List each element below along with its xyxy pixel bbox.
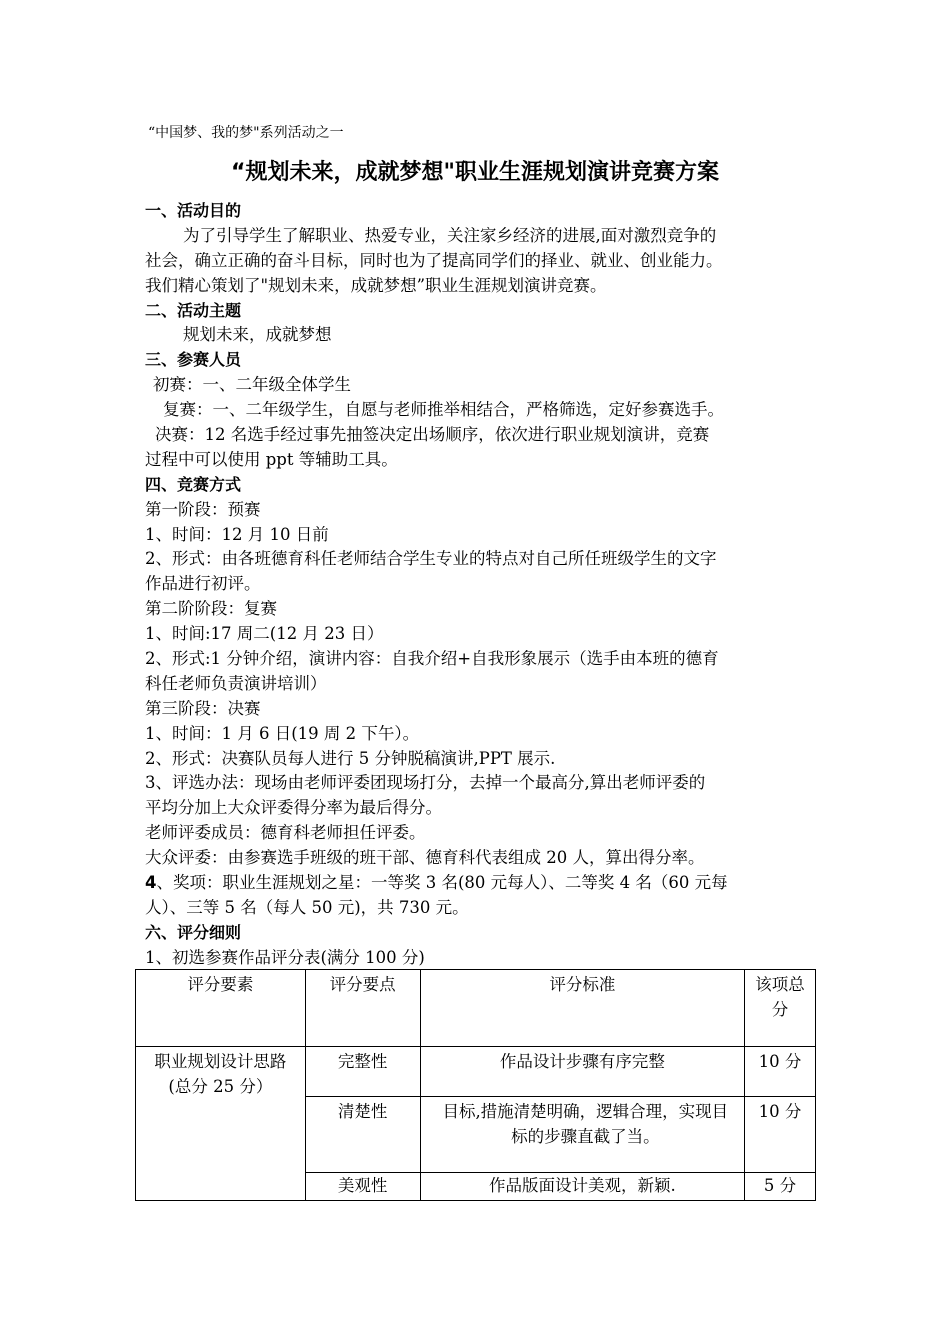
paragraph-line: 1、时间：1 月 6 日(19 周 2 下午）。: [145, 723, 420, 743]
paragraph-line: 2、形式：由各班德育科任老师结合学生专业的特点对自己所任班级学生的文字: [145, 549, 717, 569]
scoring-table: [135, 969, 816, 1201]
paragraph-line: 第一阶段：预赛: [145, 499, 261, 519]
section-heading-format: 四、竞赛方式: [145, 474, 242, 494]
paragraph-line: 复赛：一、二年级学生，自愿与老师推举相结合，严格筛选，定好参赛选手。: [163, 400, 724, 420]
criterion-group-total: (总分 25 分）: [168, 1077, 273, 1096]
paragraph-line: 大众评委：由参赛选手班级的班干部、德育科代表组成 20 人，算出得分率。: [145, 848, 705, 868]
paragraph-line: 为了引导学生了解职业、热爱专业，关注家乡经济的进展,面对激烈竞争的: [183, 225, 717, 245]
paragraph-line: 第三阶段：决赛: [145, 698, 261, 718]
table-row: [136, 1047, 816, 1097]
paragraph-line: 2、形式：决赛队员每人进行 5 分钟脱稿演讲,PPT 展示.: [145, 748, 556, 768]
paragraph-line: 1、时间：12 月 10 日前: [145, 524, 329, 544]
paragraph-line: 第二阶阶段：复赛: [145, 599, 277, 619]
award-text: 、奖项：职业生涯规划之星：一等奖 3 名(80 元每人）、二等奖 4 名（60 元每: [156, 873, 728, 893]
paragraph-line: 规划未来，成就梦想: [183, 325, 332, 345]
table-header-row: [136, 970, 816, 1047]
section-heading-participants: 三、参赛人员: [145, 350, 242, 370]
paragraph-line: 作品进行初评。: [145, 574, 261, 594]
paragraph-line: 科任老师负责演讲培训）: [145, 673, 327, 693]
section-heading-theme: 二、活动主题: [145, 300, 242, 320]
document-title: “规划未来，成就梦想"职业生涯规划演讲竞赛方案: [231, 160, 719, 185]
paragraph-line: 平均分加上大众评委得分率为最后得分。: [145, 798, 442, 818]
table-cell: 目标,措施清楚明确，逻辑合理，实现目标的步骤直截了当。: [420, 1097, 744, 1173]
paragraph-line: 3、评选办法：现场由老师评委团现场打分，去掉一个最高分,算出老师评委的: [145, 773, 706, 793]
criterion-group-cell: [136, 1047, 306, 1201]
table-header-cell: 该项总分: [745, 970, 816, 1047]
paragraph-line: 1、时间:17 周二(12 月 23 日）: [145, 624, 384, 644]
paragraph-line: 过程中可以使用 ppt 等辅助工具。: [145, 449, 398, 469]
paragraph-line: 社会，确立正确的奋斗目标，同时也为了提高同学们的择业、就业、创业能力。: [145, 250, 723, 270]
table-cell: 作品设计步骤有序完整: [420, 1047, 744, 1097]
paragraph-line: 1、初选参赛作品评分表(满分 100 分): [145, 947, 425, 967]
award-item-number: 4: [145, 873, 157, 893]
table-cell: 5 分: [745, 1173, 816, 1201]
paragraph-line: 2、形式:1 分钟介绍，演讲内容：自我介绍+自我形象展示（选手由本班的德育: [145, 649, 719, 669]
section-heading-purpose: 一、活动目的: [145, 201, 242, 220]
table-header-cell: 评分标准: [420, 970, 744, 1047]
table-cell: 作品版面设计美观，新颖.: [420, 1173, 744, 1201]
paragraph-line: 人）、三等 5 名（每人 50 元)，共 730 元。: [145, 897, 469, 917]
paragraph-line: 老师评委成员：德育科老师担任评委。: [145, 823, 426, 843]
document-body: [145, 199, 815, 971]
table-cell: 清楚性: [305, 1097, 420, 1173]
paragraph-line: 决赛：12 名选手经过事先抽签决定出场顺序，依次进行职业规划演讲，竞赛: [155, 425, 710, 445]
table-cell: 美观性: [305, 1173, 420, 1201]
table-cell: 10 分: [745, 1047, 816, 1097]
criterion-group-label: 职业规划设计思路: [154, 1052, 287, 1071]
table-header-cell: 评分要素: [136, 970, 306, 1047]
table-header-cell: 评分要点: [305, 970, 420, 1047]
table-cell: 10 分: [745, 1097, 816, 1173]
table-cell: 完整性: [305, 1047, 420, 1097]
paragraph-line-awards: [145, 871, 815, 896]
paragraph-line: 我们精心策划了"规划未来，成就梦想”职业生涯规划演讲竞赛。: [145, 275, 607, 295]
paragraph-line: 初赛：一、二年级全体学生: [153, 375, 351, 395]
section-heading-scoring: 六、评分细则: [145, 922, 242, 942]
series-subtitle: “中国梦、我的梦"系列活动之一: [148, 125, 344, 141]
